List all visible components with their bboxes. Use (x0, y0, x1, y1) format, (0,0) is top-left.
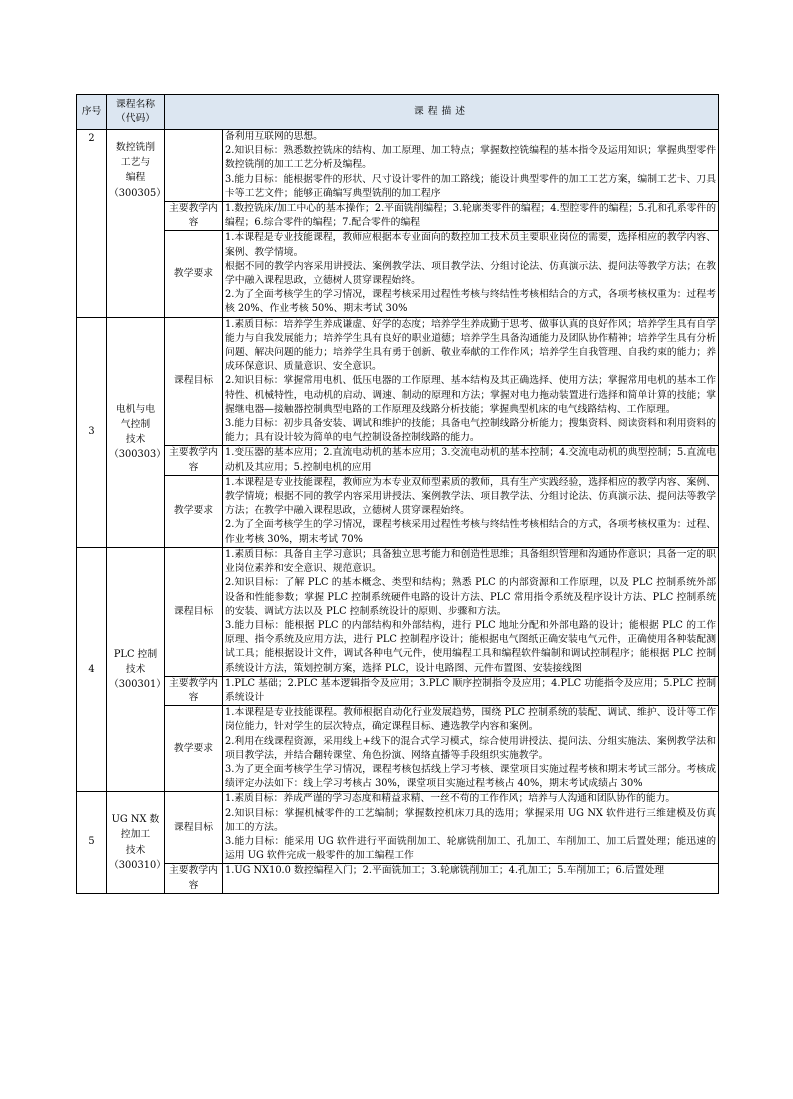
course-name-line: 工艺与 (120, 157, 151, 169)
course-name-line: （300301） (109, 679, 166, 691)
table-header-row (77, 95, 719, 130)
description-paragraph: 1.数控铣床/加工中心的基本操作；2.平面铣削编程；3.轮廓类零件的编程；4.型腔零件的编程；5.孔和孔系零件的编程；6.综合零件的编程；7.配合零件的编程 (225, 203, 716, 229)
course-name-line: 技术 (125, 844, 146, 856)
row-description (223, 317, 719, 446)
row-description (223, 864, 719, 893)
row-category: 课程目标 (165, 547, 223, 676)
course-number: 2 (77, 130, 107, 318)
table-row (77, 547, 719, 676)
course-name-line: UG NX 数 (111, 814, 160, 826)
row-description (223, 676, 719, 705)
course-name-line: （300303） (109, 449, 166, 461)
description-paragraph: 3.能力目标：能根据零件的形状、尺寸设计零件的加工路线；能设计典型零件的加工工艺方案，编制工艺卡、刀具卡等工艺文件；能够正确编写典型铣削的加工程序 (225, 173, 716, 199)
description-paragraph: 备利用互联网的思想。 (225, 131, 323, 142)
description-paragraph: 2.知识目标：掌握机械零件的工艺编制；掌握数控机床刀具的选用；掌握采用 UG NX 软件进行三维建模及仿真加工的方法。 (225, 807, 716, 833)
row-description (223, 446, 719, 475)
course-name-line: 数控铣削 (115, 142, 156, 153)
row-category: 教学要求 (165, 475, 223, 547)
row-category (165, 130, 223, 202)
description-paragraph: 3.能力目标：能采用 UG 软件进行平面铣削加工、轮廓铣削加工、孔加工、车削加工、加工后置处理；能迅速的运用 UG 软件完成一般零件的加工编程工作 (225, 835, 716, 862)
course-table (76, 94, 719, 894)
description-paragraph: 1.素质目标：具备自主学习意识；具备独立思考能力和创造性思维；具备组织管理和沟通协作意识；具备一定的职业岗位素养和安全意识、规范意识。 (225, 548, 716, 575)
course-name-line: （300305） (109, 187, 166, 199)
course-number: 5 (77, 792, 107, 893)
row-description (223, 792, 719, 864)
course-number: 3 (77, 317, 107, 547)
description-paragraph: 1.变压器的基本应用；2.直流电动机的基本应用；3.交流电动机的基本控制；4.交流电动机的典型控制；5.直流电动机及其应用；5.控制电机的应用 (225, 447, 716, 473)
description-paragraph: 2.利用在线课程资源，采用线上+线下的混合式学习模式，综合使用讲授法、提问法、分组实施法、案例教学法和项目教学法，并结合翻转课堂、角色扮演、网络直播等手段组织实施教学。 (225, 735, 716, 761)
header-name: 课程名称（代码） (107, 95, 165, 130)
row-category: 主要教学内容 (165, 864, 223, 893)
table-row (77, 792, 719, 864)
row-category: 课程目标 (165, 792, 223, 864)
table-row (77, 317, 719, 446)
course-name (107, 317, 165, 547)
table-row (77, 130, 719, 202)
course-name (107, 130, 165, 318)
course-name-line: 技术 (125, 434, 146, 446)
table-row (77, 446, 719, 475)
row-category: 课程目标 (165, 317, 223, 446)
row-description (223, 706, 719, 792)
description-paragraph: 3.能力目标：能根据 PLC 的内部结构和外部结构，进行 PLC 地址分配和外部电路的设计；能根据 PLC 的工作原理、指令系统及应用方法，进行 PLC 控制程序设计；能根据电气图纸正确安装电气元件，正确使用各种装配测试工具；能根据设计文件，调试各种电气元件，使用编程工具和编程软件编制和调试控制程序；能根据 PLC 控制系统设计方法，策划控制方案，选择 PLC，设计电路图、元件布置图、安装接线图 (225, 619, 716, 674)
description-paragraph: 1.UG NX10.0 数控编程入门；2.平面铣加工；3.轮廓铣削加工；4.孔加工；5.车削加工；6.后置处理 (225, 865, 665, 877)
course-name-line: PLC 控制 (113, 648, 158, 660)
description-paragraph: 3.为了更全面考核学生学习情况，课程考核包括线上学习考核、课堂项目实施过程考核和期末考试三部分。考核成绩评定办法如下：线上学习考核占 30%，课堂项目实施过程考核占 40%，期末考试成绩占 30% (225, 763, 716, 790)
row-category: 主要教学内容 (165, 676, 223, 705)
description-paragraph: 1.素质目标：培养学生养成谦虚、好学的态度；培养学生养成勤于思考、做事认真的良好作风；培养学生具有自学能力与自我发展能力；培养学生具有良好的职业道德；培养学生具备沟通能力及团队协作精神；培养学生具有分析问题、解决问题的能力；培养学生具有勇于创新、敬业奉献的工作作风；培养学生自我管理、自我约束的能力；养成环保意识、质量意识、安全意识。 (225, 318, 716, 373)
row-description (223, 130, 719, 202)
description-paragraph: 1.本课程是专业技能课程。教师根据自动化行业发展趋势，围绕 PLC 控制系统的装配、调试、维护、设计等工作岗位能力，针对学生的层次特点，确定课程目标、遴选教学内容和案例。 (225, 707, 716, 733)
row-category: 主要教学内容 (165, 446, 223, 475)
row-category: 教学要求 (165, 231, 223, 317)
table-row (77, 676, 719, 705)
course-name-line: 气控制 (120, 419, 151, 431)
row-description (223, 475, 719, 547)
course-name-line: （300310） (109, 859, 166, 871)
header-desc: 课程描述 (165, 95, 719, 130)
description-paragraph: 1.本课程是专业技能课程，教师应为本专业双师型素质的教师，具有生产实践经验，选择相应的教学内容、案例、教学情境；根据不同的教学内容采用讲授法、案例教学法、项目教学法、分组讨论法、仿真演示法、提问法等教学方法；在教学中融入课程思政，立德树人贯穿课程始终。 (225, 476, 716, 517)
row-description (223, 547, 719, 676)
course-number: 4 (77, 547, 107, 791)
description-paragraph: 1.PLC 基础；2.PLC 基本逻辑指令及应用；3.PLC 顺序控制指令及应用；4.PLC 功能指令及应用；5.PLC 控制系统设计 (225, 677, 716, 703)
header-num: 序号 (77, 95, 107, 130)
description-paragraph: 2.为了全面考核学生的学习情况，课程考核采用过程性考核与终结性考核相结合的方式，各项考核权重为：过程考核 20%、作业考核 50%、期末考试 30% (225, 289, 716, 315)
course-name-line: 控加工 (120, 829, 151, 841)
description-paragraph: 2.为了全面考核学生的学习情况，课程考核采用过程性考核与终结性考核相结合的方式，各项考核权重为：过程、作业考核 30%，期末考试 70% (225, 519, 716, 545)
table-row (77, 864, 719, 893)
description-paragraph: 2.知识目标：熟悉数控铣床的结构、加工原理、加工特点；掌握数控铣编程的基本指令及运用知识；掌握典型零件数控铣削的加工工艺分析及编程。 (225, 145, 716, 171)
table-row (77, 231, 719, 317)
table-row (77, 475, 719, 547)
description-paragraph: 根据不同的教学内容采用讲授法、案例教学法、项目教学法、分组讨论法、仿真演示法、提问法等教学方法；在教学中融入课程思政，立德树人贯穿课程始终。 (225, 260, 716, 287)
course-name (107, 547, 165, 791)
description-paragraph: 2.知识目标：掌握常用电机、低压电器的工作原理、基本结构及其正确选择、使用方法；掌握常用电机的基本工作特性、机械特性，电动机的启动、调速、制动的原理和方法；掌握对电力拖动装置进行选择和简单计算的技能；掌握继电器—接触器控制典型电路的工作原理及线路分析技能；掌握典型机床的电气线路结构、工作原理。 (225, 375, 716, 415)
course-name-line: 电机与电 (115, 403, 156, 415)
description-paragraph: 3.能力目标：初步具备安装、调试和维护的技能；具备电气控制线路分析能力；搜集资料、阅读资料和利用资料的能力；具有设计较为简单的电气控制设备控制线路的能力。 (225, 418, 716, 444)
course-name (107, 792, 165, 893)
course-name-line: 编程 (125, 172, 146, 184)
row-description (223, 202, 719, 231)
table-row (77, 202, 719, 231)
row-description (223, 231, 719, 317)
description-paragraph: 1.本课程是专业技能课程，教师应根据本专业面向的数控加工技术员主要职业岗位的需要，选择相应的教学内容、案例、教学情境。 (225, 232, 716, 258)
description-paragraph: 1.素质目标：养成严谨的学习态度和精益求精、一丝不苟的工作作风；培养与人沟通和团队协作的能力。 (225, 793, 676, 805)
description-paragraph: 2.知识目标：了解 PLC 的基本概念、类型和结构；熟悉 PLC 的内部资源和工作原理，以及 PLC 控制系统外部设备和性能参数；掌握 PLC 控制系统硬件电路的设计方法、PLC 常用指令系统及程序设计方法、PLC 控制系统的安装、调试方法以及 PLC 控制系统设计的原则、步骤和方法。 (225, 577, 716, 617)
row-category: 教学要求 (165, 706, 223, 792)
course-name-line: 技术 (125, 664, 146, 676)
row-category: 主要教学内容 (165, 202, 223, 231)
table-row (77, 706, 719, 792)
